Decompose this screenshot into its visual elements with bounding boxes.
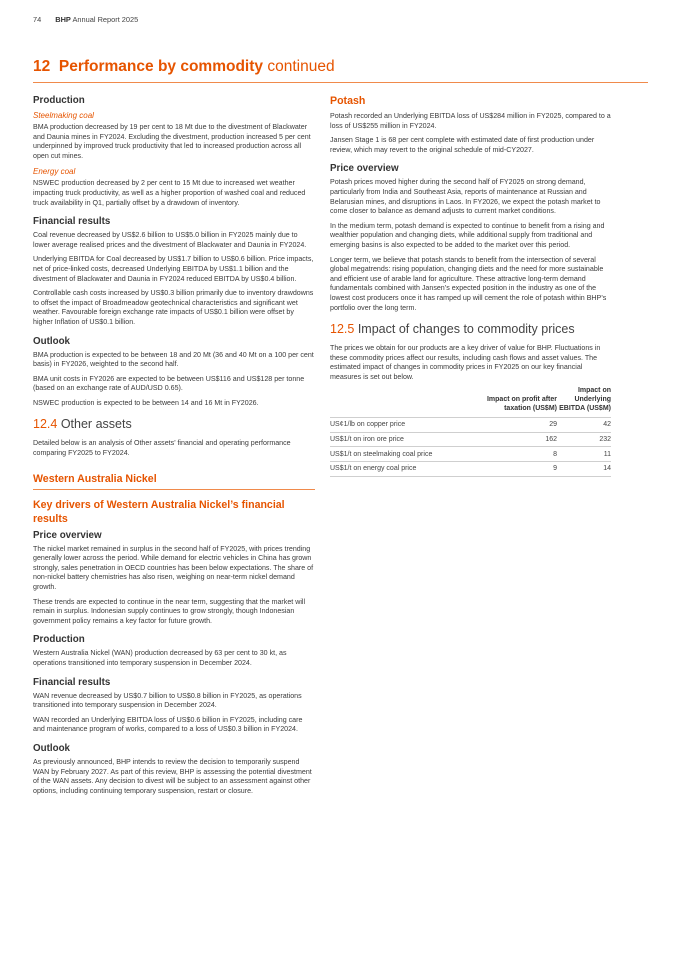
wan-heading: Western Australia Nickel	[33, 472, 157, 485]
impact-heading	[330, 321, 612, 337]
table-header-ebitda: Impact on Underlying EBITDA (US$M)	[559, 387, 611, 413]
outlook-p2: BMA unit costs in FY2026 are expected to be between US$116 and US$128 per tonne (based on an exchange rate of AUD/USD 0.65).	[33, 374, 305, 393]
potash-price-overview-p3: Longer term, we believe that potash stands to benefit from the intersection of several global megatrends: rising population, changing diets and the need for more sustainable and efficient use of arable land for agriculture. These attractive long-term demand fundamentals combined with Jansen’s expected position in the industry as one of the lowest cost producers once it has ramped up will cement the role of potash within BHP’s portfolio over the long term.	[330, 255, 607, 312]
wan-price-overview-p1: The nickel market remained in surplus in the second half of FY2025, with prices trending generally lower across the period. While demand for electric vehicles in China has grown strongly, sales penetration in OECD countries has been below expectations. The share of non-nickel battery chemistries has also risen, weighing on near-term nickel demand growth.	[33, 544, 314, 592]
impact-text: The prices we obtain for our products are a key driver of value for BHP. Fluctuations in these commodity prices affect our results, including cash flows and asset values. The estimated impact of changes in commodity prices in FY2025 on our key financial measures is set out below.	[330, 344, 601, 381]
report-title: Annual Report 2025	[72, 15, 139, 24]
potash-price-overview-heading: Price overview	[330, 163, 399, 175]
table-cell-ebitda: 14	[557, 462, 611, 477]
wan-production-heading: Production	[33, 634, 85, 646]
table-cell-ebitda: 232	[557, 432, 611, 447]
wan-divider	[33, 489, 315, 490]
table-cell-ebitda: 42	[557, 417, 611, 432]
energy-coal-heading: Energy coal	[33, 167, 76, 177]
table-header-row	[330, 387, 611, 417]
potash-heading: Potash	[330, 95, 366, 107]
outlook-p3: NSWEC production is expected to be between 14 and 16 Mt in FY2026.	[33, 398, 259, 407]
page-number: 74	[33, 15, 42, 24]
wan-key-drivers-heading: Key drivers of Western Australia Nickel’s financial results	[33, 498, 285, 525]
wan-outlook-text: As previously announced, BHP intends to review the decision to temporarily suspend WAN by February 2027. As part of this review, BHP is assessing the potential divestment of the WAN assets. Any decision to divest will be subject to an assessment against other options, including continuing temporary suspension, restart or closure.	[33, 757, 312, 795]
table-cell-profit: 9	[485, 462, 557, 477]
table-header-label	[330, 387, 485, 417]
table-header-profit: Impact on profit after taxation (US$M)	[486, 396, 557, 413]
wan-production-text: Western Australia Nickel (WAN) production decreased by 63 per cent to 30 kt, as operations transitioned into temporary suspension in December 2024.	[33, 649, 287, 667]
wan-financial-p1: WAN revenue decreased by US$0.7 billion to US$0.8 billion in FY2025, as operations transitioned into temporary suspension in December 2024.	[33, 691, 302, 710]
potash-p2: Jansen Stage 1 is 68 per cent complete with estimated date of first production under review, which may revert to the original schedule of mid-CY2027.	[330, 136, 595, 154]
table-cell-profit: 8	[485, 447, 557, 462]
potash-p1: Potash recorded an Underlying EBITDA loss of US$284 million in FY2025, compared to a loss of US$255 million in FY2024.	[330, 112, 611, 130]
table-cell-label: US$1/t on steelmaking coal price	[330, 447, 485, 462]
table-cell-ebitda: 11	[557, 447, 611, 462]
right-column	[330, 94, 612, 477]
financial-results-p1: Coal revenue decreased by US$2.6 billion to US$5.0 billion in FY2025 mainly due to lower average realised prices and the divestment of Blackwater and Daunia in FY2024.	[33, 231, 307, 249]
wan-financial-p2: WAN recorded an Underlying EBITDA loss of US$0.6 billion in FY2025, including care and maintenance program of works, compared to a loss of US$0.3 billion in FY2024.	[33, 715, 303, 734]
table-cell-label: US$1/t on energy coal price	[330, 462, 485, 477]
outlook-p1: BMA production is expected to be between 18 and 20 Mt (36 and 40 Mt on a 100 per cent basis) in FY2026, weighted to the second half.	[33, 350, 314, 369]
impact-number: 12.5	[330, 322, 355, 337]
section-continued: continued	[267, 58, 335, 75]
table-cell-profit: 162	[485, 432, 557, 447]
brand-name: BHP	[55, 15, 71, 24]
table-row	[330, 447, 611, 462]
table-row	[330, 432, 611, 447]
wan-price-overview-p2: These trends are expected to continue in the near term, suggesting that the market will remain in surplus. Indonesian supply continues to grow strongly, though Indonesian government policy remains a key factor for future growth.	[33, 597, 306, 625]
financial-results-p3: Controllable cash costs increased by US$0.3 billion primarily due to inventory drawdowns to offset the impact of Broadmeadow geotechnical characteristics and significant wet weather. Favourable foreign exchange rate impacts of US$0.1 billion were offset by higher Inflation of US$0.1 billion.	[33, 289, 314, 326]
other-assets-number: 12.4	[33, 417, 58, 432]
left-column	[33, 94, 315, 801]
section-title	[33, 57, 335, 77]
section-title-text: Performance by commodity	[58, 58, 264, 75]
other-assets-title: Other assets	[60, 417, 132, 432]
energy-coal-text: NSWEC production decreased by 2 per cent to 15 Mt due to increased wet weather impacting truck productivity, as well as a higher proportion of washed coal and reduced truck availability in Q1, partially offset by a drawdown of inventory.	[33, 179, 306, 207]
other-assets-heading	[33, 416, 315, 432]
potash-price-overview-p2: In the medium term, potash demand is expected to continue to benefit from a rising and wealthier population and changing diets, while additional supply from traditional and emerging basins is also expected to be added to the market over this period.	[330, 221, 605, 249]
steelmaking-coal-heading: Steelmaking coal	[33, 111, 94, 120]
financial-results-heading: Financial results	[33, 216, 111, 228]
outlook-heading: Outlook	[33, 335, 71, 347]
commodity-price-impact-table	[330, 387, 611, 477]
impact-title: Impact of changes to commodity prices	[357, 322, 575, 337]
page-header	[33, 15, 138, 25]
wan-financial-heading: Financial results	[33, 676, 111, 688]
wan-price-overview-heading: Price overview	[33, 529, 102, 541]
potash-price-overview-p1: Potash prices moved higher during the second half of FY2025 on strong demand, particularly from India and Southeast Asia, reports of maintenance at Russian and Belarusian mines, and disruptions in Laos. In FY2026, we expect the potash market to come closer to balance as demand adjusts to current market conditions.	[330, 178, 601, 216]
table-cell-profit: 29	[485, 417, 557, 432]
steelmaking-coal-text: BMA production decreased by 19 per cent to 18 Mt due to the divestment of Blackwater and Daunia mines in FY2024. Excluding the divestment, production increased 5 per cent underpinned by improved truck productivity that led to increased production across all open cut mines.	[33, 123, 311, 160]
production-heading: Production	[33, 95, 85, 106]
section-divider	[33, 82, 648, 83]
table-cell-label: US¢1/lb on copper price	[330, 417, 485, 432]
table-row	[330, 462, 611, 477]
financial-results-p2: Underlying EBITDA for Coal decreased by US$1.7 billion to US$0.6 billion. Price impacts, net of price-linked costs, decreased Underlying EBITDA by US$1.1 billion and the divestment of Blackwater and Daunia in FY2024 reduced EBITDA by US$0.4 billion.	[33, 255, 314, 283]
table-row	[330, 417, 611, 432]
other-assets-text: Detailed below is an analysis of Other assets’ financial and operating performance comparing FY2025 to FY2024.	[33, 439, 291, 458]
section-number: 12	[33, 58, 51, 75]
table-cell-label: US$1/t on iron ore price	[330, 432, 485, 447]
wan-outlook-heading: Outlook	[33, 742, 71, 754]
